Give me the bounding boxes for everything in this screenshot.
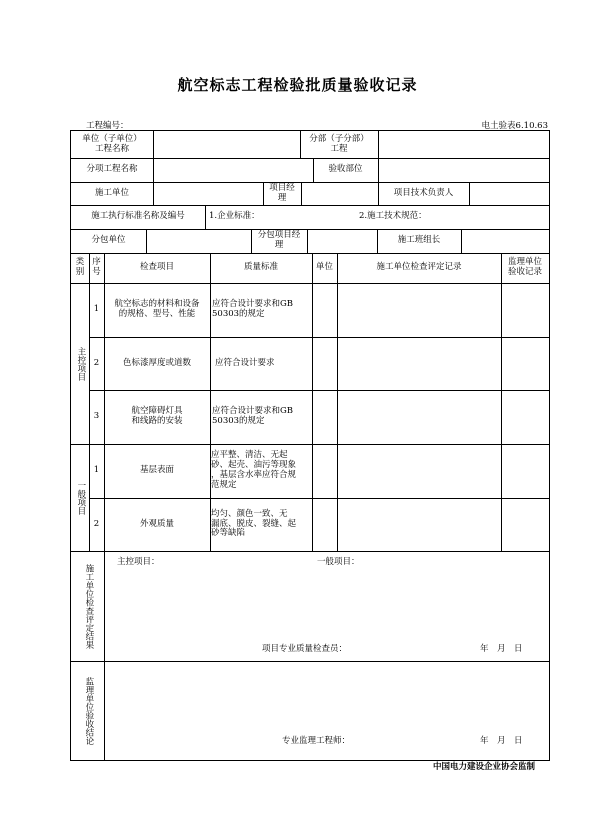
main-control-category: 主控项目: [75, 346, 86, 381]
main-control-seq: 3: [93, 411, 100, 422]
inspection-area-label: 验收部位: [328, 164, 363, 175]
supervision-record-header: 监理单位 验收记录: [507, 257, 542, 277]
general-item: 基层表面: [139, 465, 174, 476]
construction-record-cell[interactable]: [337, 283, 501, 337]
supervision-date: 年 月 日: [480, 736, 523, 746]
subcontractor-value[interactable]: [146, 229, 251, 253]
general-standard: 均匀、颜色一致、无 漏底、脱皮、裂缝、起 砂等缺陷: [211, 508, 297, 539]
unit-cell[interactable]: [312, 444, 337, 498]
inspection-area-value[interactable]: [378, 158, 549, 182]
construction-record-cell[interactable]: [337, 498, 501, 551]
main-control-item: 色标漆厚度或道数: [122, 357, 191, 368]
standard-header: 质量标准: [243, 262, 278, 273]
form-code: 电土验表6.10.63: [481, 121, 548, 131]
main-control-standard: 应符合设计要求和GB 50303的规定: [212, 406, 294, 426]
technical-lead-value[interactable]: [469, 182, 549, 205]
supervision-record-cell[interactable]: [501, 390, 549, 444]
supervision-engineer-label: 专业监理工程师：: [282, 736, 351, 746]
project-manager-label: 项目经 理: [269, 182, 295, 203]
unit-header: 单位: [315, 262, 333, 273]
sub-item-project-name-label: 分项工程名称: [86, 164, 138, 175]
general-category: 一般项目: [75, 480, 86, 515]
form-title: 航空标志工程检验批质量验收记录: [177, 76, 418, 94]
standard-name-no-label: 施工执行标准名称及编号: [91, 211, 185, 222]
general-standard: 应平整、清洁、无起 砂、起壳、油污等现象 ，基层含水率应符合规 范规定: [211, 450, 297, 490]
project-manager-value[interactable]: [301, 182, 378, 205]
technical-spec-label: 2.施工技术规范：: [359, 211, 427, 222]
unit-project-name-value[interactable]: [153, 131, 300, 158]
division-project-label: 分部（子分部） 工程: [309, 133, 369, 154]
seq-header: 序 号: [92, 257, 101, 277]
subcontractor-label: 分包单位: [91, 235, 126, 246]
construction-record-cell[interactable]: [337, 390, 501, 444]
main-control-standard: 应符合设计要求和GB 50303的规定: [212, 299, 294, 319]
general-seq: 2: [93, 518, 100, 529]
unit-cell[interactable]: [312, 283, 337, 337]
evaluation-result-area[interactable]: [107, 571, 547, 639]
sub-project-manager-value[interactable]: [307, 229, 377, 253]
acceptance-record-table: [70, 130, 550, 761]
supervision-record-cell[interactable]: [501, 444, 549, 498]
unit-cell[interactable]: [312, 337, 337, 390]
main-control-item: 航空标志的材料和设备 的规格、型号、性能: [114, 299, 200, 319]
technical-lead-label: 项目技术负责人: [393, 187, 454, 198]
general-item: 外观质量: [139, 518, 174, 529]
evaluation-label: 施工单位检查评定结果: [83, 563, 94, 649]
sub-project-manager-label: 分包项目经 理: [257, 230, 301, 250]
supervision-record-cell[interactable]: [501, 498, 549, 551]
footer-supervisor-note: 中国电力建设企业协会监制: [432, 762, 535, 772]
item-header: 检查项目: [139, 262, 174, 273]
construction-record-cell[interactable]: [337, 337, 501, 390]
division-project-value[interactable]: [378, 131, 549, 158]
evaluation-date: 年 月 日: [480, 644, 523, 654]
construction-unit-label: 施工单位: [94, 187, 129, 198]
evaluation-general-items-label: 一般项目：: [317, 557, 360, 567]
unit-cell[interactable]: [312, 498, 337, 551]
construction-record-header: 施工单位检查评定记录: [376, 262, 462, 273]
main-control-item: 航空障碍灯具 和线路的安装: [131, 406, 183, 426]
unit-project-name-label: 单位（子单位） 工程名称: [82, 133, 142, 154]
construction-unit-value[interactable]: [153, 182, 263, 205]
main-control-seq: 1: [93, 304, 100, 315]
team-leader-label: 施工班组长: [397, 235, 441, 246]
supervision-record-cell[interactable]: [501, 337, 549, 390]
supervision-conclusion-label: 监理单位验收结论: [83, 676, 94, 745]
main-control-seq: 2: [93, 357, 100, 368]
unit-cell[interactable]: [312, 390, 337, 444]
supervision-conclusion-area[interactable]: [107, 667, 547, 733]
supervision-record-cell[interactable]: [501, 283, 549, 337]
sub-item-project-name-value[interactable]: [153, 158, 313, 182]
enterprise-standard-label: 1.企业标准：: [209, 211, 260, 222]
construction-record-cell[interactable]: [337, 444, 501, 498]
team-leader-value[interactable]: [461, 229, 549, 253]
general-seq: 1: [93, 465, 100, 476]
quality-inspector-label: 项目专业质量检查员：: [262, 644, 348, 654]
main-control-standard: 应符合设计要求: [215, 357, 275, 368]
evaluation-main-items-label: 主控项目：: [117, 557, 160, 567]
project-no-label: 工程编号：: [86, 121, 129, 131]
category-header: 类 别: [75, 257, 85, 277]
